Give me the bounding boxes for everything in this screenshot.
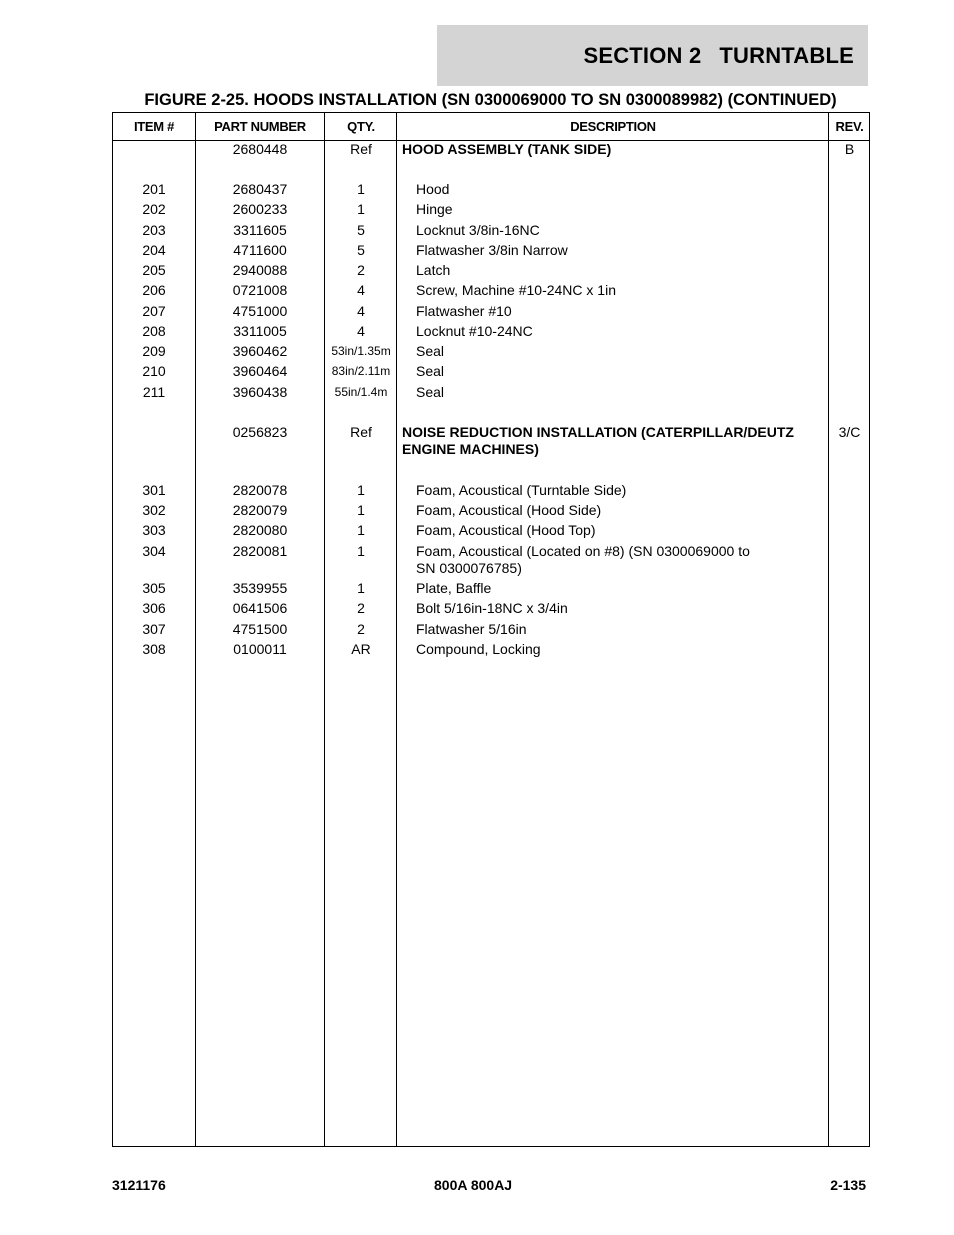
description: Plate, Baffle (416, 580, 492, 596)
part-number: 4751500 (232, 621, 288, 637)
column-header-description: DESCRIPTION (570, 119, 656, 134)
section-header (437, 25, 868, 86)
table-row (113, 201, 869, 218)
table-row (113, 641, 869, 658)
item-number: 201 (142, 181, 166, 197)
table-row (113, 343, 869, 360)
item-number: 306 (142, 600, 166, 616)
part-number: 2820081 (232, 543, 288, 559)
column-header-part-number: PART NUMBER (214, 119, 306, 134)
footer-doc-number: 3121176 (112, 1177, 166, 1193)
description: Foam, Acoustical (Turntable Side) (416, 482, 627, 498)
quantity: 1 (357, 522, 365, 538)
description: Compound, Locking (416, 641, 541, 657)
description: NOISE REDUCTION INSTALLATION (CATERPILLAR/DEUTZ (402, 424, 794, 440)
part-number: 2940088 (232, 262, 288, 278)
item-number: 210 (142, 363, 166, 379)
part-number: 0100011 (233, 641, 287, 657)
quantity: 1 (357, 181, 365, 197)
quantity: 4 (357, 303, 365, 319)
table-row (113, 482, 869, 499)
table-row (113, 303, 869, 320)
part-number: 3539955 (232, 580, 288, 596)
part-number: 2600233 (232, 201, 288, 217)
part-number: 0256823 (232, 424, 288, 440)
column-header-rev: REV. (835, 119, 864, 134)
parts-table (112, 112, 870, 1147)
description-continued: ENGINE MACHINES) (402, 441, 539, 457)
table-row (113, 600, 869, 617)
description: Flatwasher 3/8in Narrow (416, 242, 568, 258)
part-number: 3960464 (232, 363, 288, 379)
footer-model: 800A 800AJ (434, 1177, 513, 1193)
table-row (113, 543, 869, 576)
item-number: 305 (142, 580, 166, 596)
part-number: 2680437 (232, 181, 288, 197)
section-label: SECTION 2 (583, 42, 702, 68)
quantity: 4 (357, 323, 365, 339)
table-row (113, 181, 869, 198)
description: Foam, Acoustical (Hood Side) (416, 502, 602, 518)
quantity: 2 (357, 621, 365, 637)
description: Seal (416, 363, 445, 379)
figure-title: FIGURE 2-25. HOODS INSTALLATION (SN 0300069000 TO SN 0300089982) (CONTINUED) (144, 91, 837, 109)
item-number: 209 (142, 343, 166, 359)
description: Screw, Machine #10-24NC x 1in (416, 282, 616, 298)
table-row (113, 262, 869, 279)
table-row (113, 621, 869, 638)
column-header-item: ITEM # (133, 119, 175, 134)
description: Foam, Acoustical (Located on #8) (SN 0300069000 to (416, 543, 750, 559)
item-number: 304 (142, 543, 166, 559)
table-row (113, 580, 869, 597)
description: Seal (416, 343, 445, 359)
part-number: 4751000 (232, 303, 288, 319)
column-header-qty: QTY. (347, 119, 375, 134)
description: Foam, Acoustical (Hood Top) (416, 522, 596, 538)
table-row (113, 424, 869, 457)
part-number: 3960438 (232, 384, 288, 400)
description: Flatwasher 5/16in (416, 621, 527, 637)
part-number: 2820078 (232, 482, 288, 498)
quantity: 83in/2.11m (331, 364, 391, 378)
table-row (113, 502, 869, 519)
description: Locknut 3/8in-16NC (416, 222, 540, 238)
part-number: 4711600 (233, 242, 287, 258)
revision: 3/C (838, 424, 861, 440)
quantity: 2 (357, 600, 365, 616)
item-number: 303 (142, 522, 166, 538)
item-number: 308 (142, 641, 166, 657)
part-number: 0641506 (232, 600, 288, 616)
description: Hinge (416, 201, 453, 217)
item-number: 204 (142, 242, 166, 258)
description: Hood (416, 181, 450, 197)
item-number: 203 (142, 222, 166, 238)
item-number: 202 (142, 201, 166, 217)
item-number: 208 (142, 323, 166, 339)
part-number: 3311605 (233, 222, 287, 238)
description: Latch (416, 262, 451, 278)
table-row (113, 522, 869, 539)
item-number: 302 (142, 502, 166, 518)
table-row (113, 242, 869, 259)
part-number: 2820080 (232, 522, 288, 538)
description: HOOD ASSEMBLY (TANK SIDE) (402, 141, 612, 157)
item-number: 307 (142, 621, 166, 637)
description: Seal (416, 384, 445, 400)
description: Flatwasher #10 (416, 303, 512, 319)
quantity: Ref (350, 141, 372, 157)
revision: B (844, 141, 855, 157)
quantity: 2 (357, 262, 365, 278)
item-number: 301 (142, 482, 166, 498)
footer-page-number: 2-135 (830, 1177, 866, 1193)
quantity: 55in/1.4m (334, 385, 388, 399)
part-number: 2680448 (232, 141, 288, 157)
part-number: 3960462 (232, 343, 288, 359)
part-number: 0721008 (232, 282, 288, 298)
quantity: 5 (357, 242, 365, 258)
item-number: 211 (142, 384, 166, 400)
quantity: 1 (357, 580, 365, 596)
quantity: 53in/1.35m (331, 344, 391, 358)
quantity: AR (351, 641, 371, 657)
quantity: 1 (357, 543, 365, 559)
table-row (113, 363, 869, 380)
quantity: 1 (357, 502, 365, 518)
part-number: 3311005 (233, 323, 287, 339)
quantity: 5 (357, 222, 365, 238)
description-continued: SN 0300076785) (416, 560, 522, 576)
description: Locknut #10-24NC (416, 323, 533, 339)
item-number: 205 (142, 262, 166, 278)
part-number: 2820079 (232, 502, 288, 518)
quantity: Ref (350, 424, 372, 440)
table-row (113, 323, 869, 340)
table-row (113, 222, 869, 239)
item-number: 206 (142, 282, 166, 298)
item-number: 207 (142, 303, 166, 319)
table-row (113, 384, 869, 401)
quantity: 4 (357, 282, 365, 298)
section-name: TURNTABLE (719, 42, 854, 68)
table-row (113, 282, 869, 299)
description: Bolt 5/16in-18NC x 3/4in (416, 600, 568, 616)
table-row (113, 141, 869, 158)
quantity: 1 (357, 482, 365, 498)
quantity: 1 (357, 201, 365, 217)
